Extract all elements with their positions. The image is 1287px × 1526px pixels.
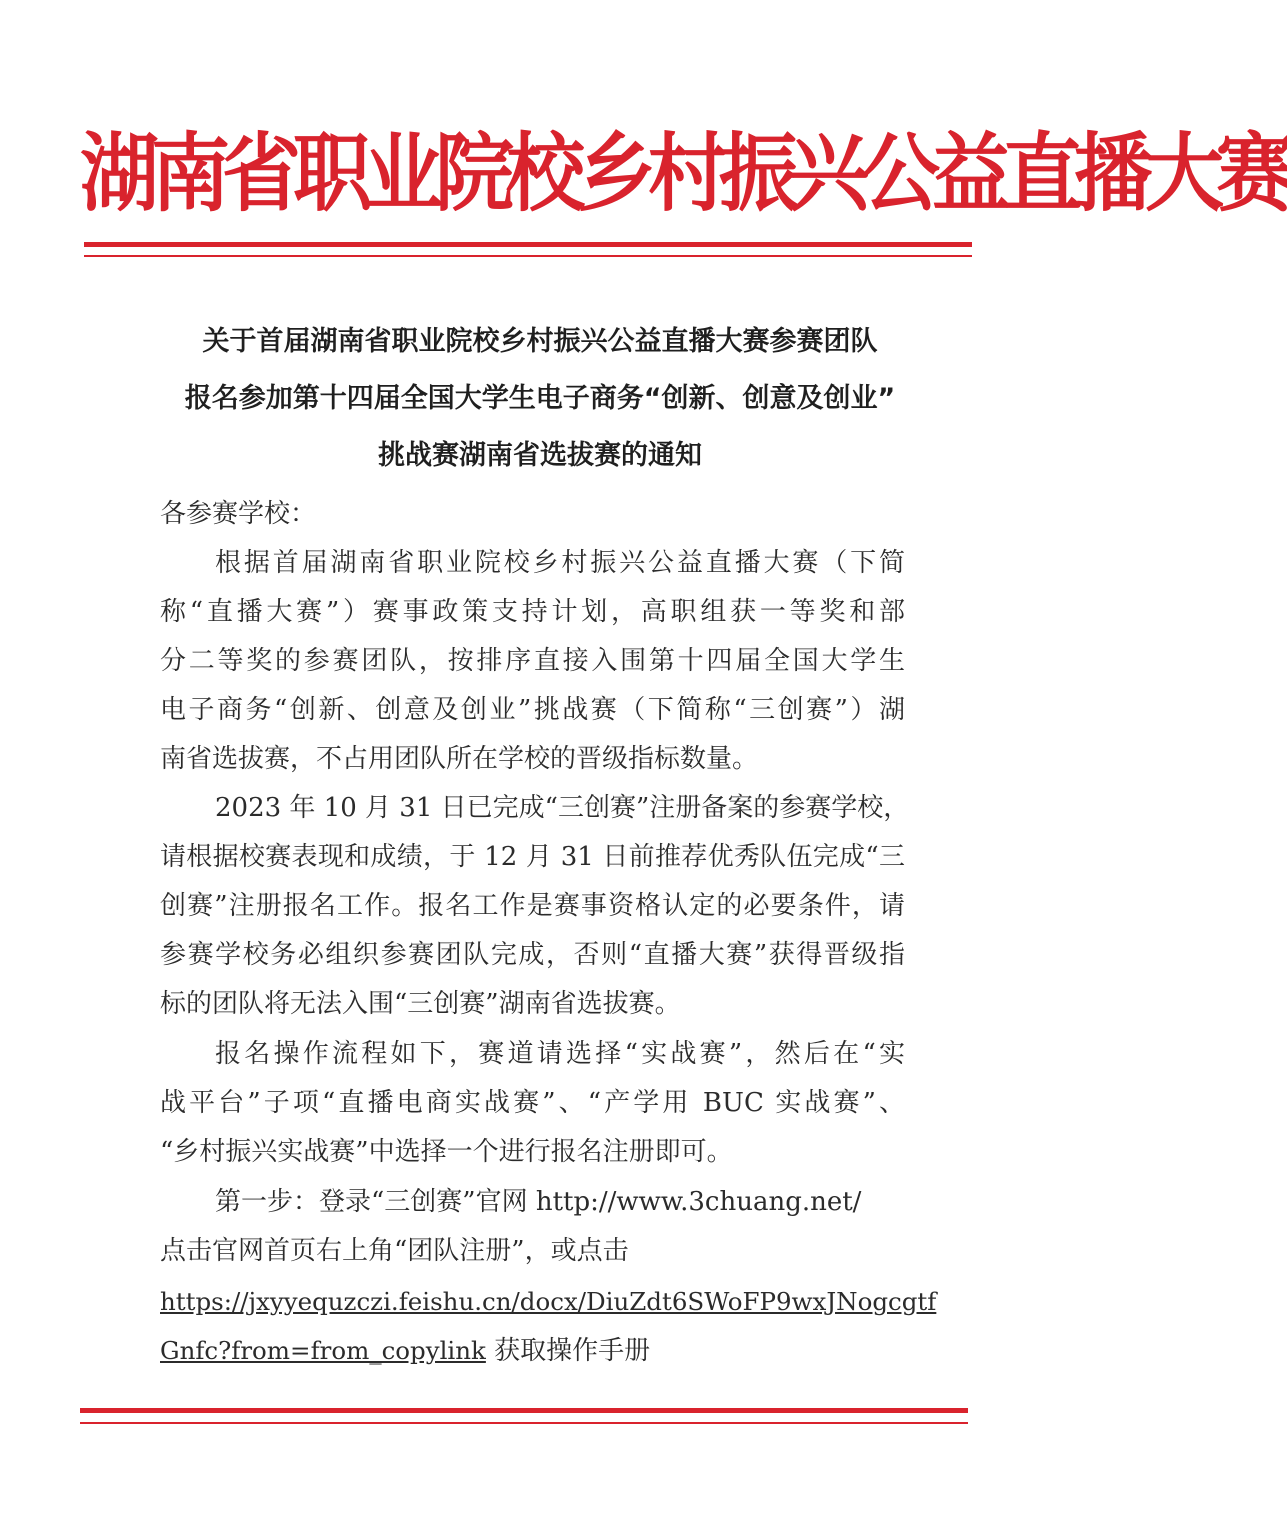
- para1-line-1: 根据首届湖南省职业院校乡村振兴公益直播大赛（下简: [215, 548, 905, 578]
- bottom-rule-thick: [80, 1408, 968, 1413]
- para3-line-1: 报名操作流程如下，赛道请选择“实战赛”，然后在“实: [215, 1039, 905, 1069]
- top-rule-thin: [84, 255, 972, 257]
- para1-line-3: 分二等奖的参赛团队，按排序直接入围第十四届全国大学生: [160, 646, 905, 676]
- para1-line-2: 称“直播大赛”）赛事政策支持计划，高职组获一等奖和部: [160, 597, 905, 627]
- manual-link-part-1[interactable]: https://jxyyequzczi.feishu.cn/docx/DiuZdt6SWoFP9wxJNogcgtf: [160, 1287, 937, 1316]
- para3-line-3: “乡村振兴实战赛”中选择一个进行报名注册即可。: [160, 1137, 733, 1167]
- para2-line-2: 请根据校赛表现和成绩，于 12 月 31 日前推荐优秀队伍完成“三: [160, 842, 905, 872]
- top-rule-thick: [84, 242, 972, 247]
- manual-link-row: [160, 1326, 650, 1376]
- para2-line-5: 标的团队将无法入围“三创赛”湖南省选拔赛。: [160, 989, 681, 1019]
- notice-title-line-1: 关于首届湖南省职业院校乡村振兴公益直播大赛参赛团队: [202, 326, 878, 357]
- bottom-rule-thin: [80, 1422, 968, 1424]
- masthead-title: 湖南省职业院校乡村振兴公益直播大赛: [80, 123, 1287, 224]
- step1-line-2: 点击官网首页右上角“团队注册”，或点击: [160, 1236, 629, 1266]
- manual-link-part-2[interactable]: Gnfc?from=from_copylink: [160, 1336, 486, 1365]
- para2-line-4: 参赛学校务必组织参赛团队完成，否则“直播大赛”获得晋级指: [160, 940, 905, 970]
- manual-link-suffix: 获取操作手册: [485, 1336, 651, 1366]
- notice-title-line-2: 报名参加第十四届全国大学生电子商务“创新、创意及创业”: [184, 383, 896, 414]
- para3-line-2: 战平台”子项“直播电商实战赛”、“产学用 BUC 实战赛”、: [160, 1088, 905, 1118]
- step1-line-1: 第一步：登录“三创赛”官网 http://www.3chuang.net/: [215, 1187, 862, 1217]
- para1-line-4: 电子商务“创新、创意及创业”挑战赛（下简称“三创赛”）湖: [160, 695, 905, 725]
- para2-line-3: 创赛”注册报名工作。报名工作是赛事资格认定的必要条件，请: [160, 891, 905, 921]
- notice-title-line-3: 挑战赛湖南省选拔赛的通知: [378, 440, 702, 471]
- salutation: 各参赛学校：: [160, 499, 317, 529]
- para1-line-5: 南省选拔赛，不占用团队所在学校的晋级指标数量。: [160, 744, 759, 774]
- para2-line-1: 2023 年 10 月 31 日已完成“三创赛”注册备案的参赛学校，: [215, 793, 910, 823]
